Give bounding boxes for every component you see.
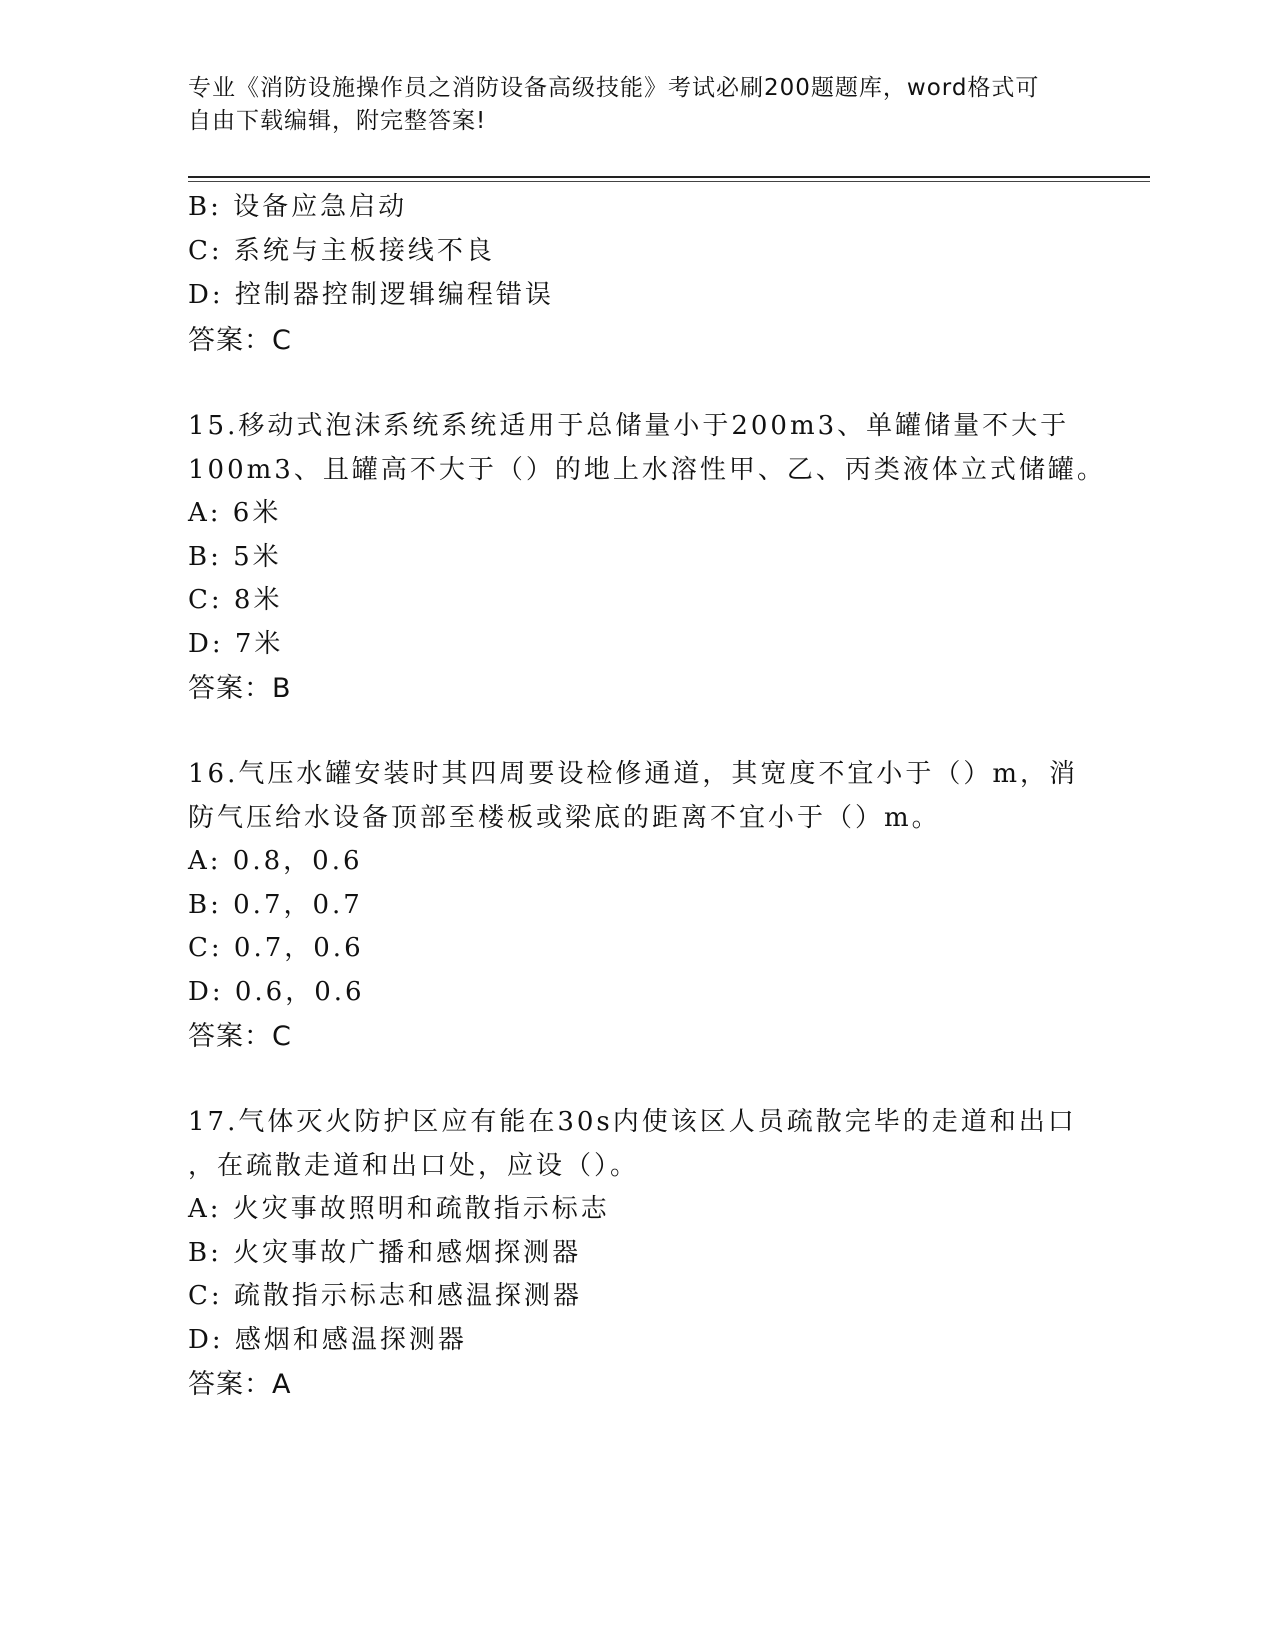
q17-option-a: A: 火灾事故照明和疏散指示标志 (188, 1194, 610, 1224)
header-line-2: 自由下载编辑，附完整答案! (188, 108, 487, 134)
q14-option-d: D: 控制器控制逻辑编程错误 (188, 280, 554, 310)
q15-answer: 答案：B (188, 673, 292, 704)
q17-option-d: D: 感烟和感温探测器 (188, 1325, 467, 1355)
q16-stem-line-1: 16.气压水罐安装时其四周要设检修通道，其宽度不宜小于（）m，消 (188, 759, 1079, 789)
q16-option-a: A: 0.8，0.6 (188, 846, 363, 876)
q17-stem-line-2: ，在疏散走道和出口处，应设（）。 (188, 1151, 640, 1181)
q14-option-b: B: 设备应急启动 (188, 192, 408, 222)
q16-stem-line-2: 防气压给水设备顶部至楼板或梁底的距离不宜小于（）m。 (188, 803, 941, 833)
q17-option-c: C: 疏散指示标志和感温探测器 (188, 1281, 582, 1311)
q15-option-a: A: 6米 (188, 498, 282, 528)
q14-answer: 答案：C (188, 325, 292, 356)
q17-stem-line-1: 17.气体灭火防护区应有能在30s内使该区人员疏散完毕的走道和出口 (188, 1107, 1077, 1137)
q17-option-b: B: 火灾事故广播和感烟探测器 (188, 1238, 582, 1268)
q17-answer: 答案：A (188, 1369, 292, 1400)
q15-stem-line-1: 15.移动式泡沫系统系统适用于总储量小于200m3、单罐储量不大于 (188, 411, 1070, 441)
q15-option-b: B: 5米 (188, 542, 282, 572)
q14-option-c: C: 系统与主板接线不良 (188, 236, 495, 266)
q15-option-d: D: 7米 (188, 629, 284, 659)
header-divider-thick (188, 176, 1150, 178)
header-divider-thin (188, 181, 1150, 182)
q16-option-c: C: 0.7，0.6 (188, 933, 364, 963)
q16-answer: 答案：C (188, 1021, 292, 1052)
q16-option-d: D: 0.6，0.6 (188, 977, 365, 1007)
q15-stem-line-2: 100m3、且罐高不大于（）的地上水溶性甲、乙、丙类液体立式储罐。 (188, 455, 1106, 485)
q16-option-b: B: 0.7，0.7 (188, 890, 363, 920)
document-header (188, 72, 1068, 138)
header-line-1: 专业《消防设施操作员之消防设备高级技能》考试必刷200题题库，word格式可 (188, 75, 1040, 101)
q15-option-c: C: 8米 (188, 585, 283, 615)
